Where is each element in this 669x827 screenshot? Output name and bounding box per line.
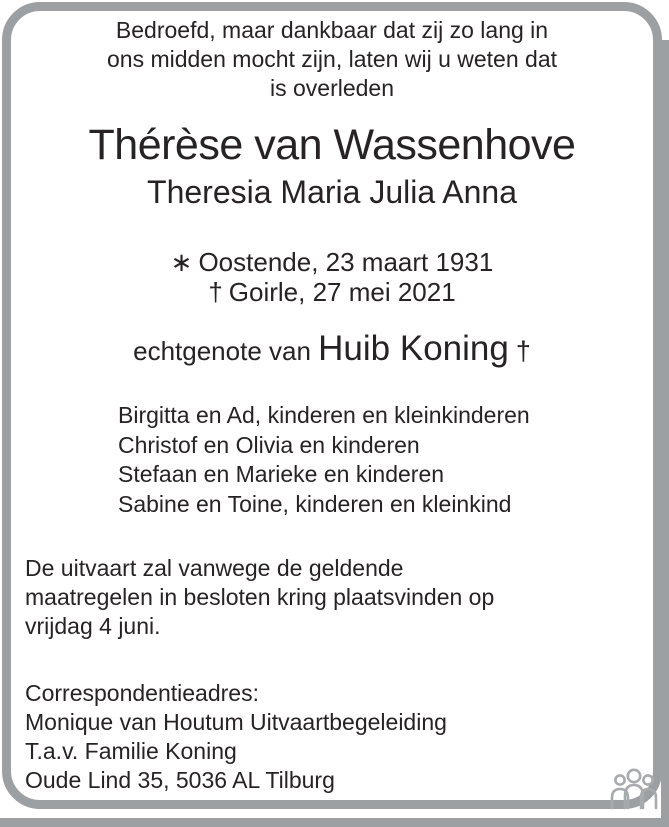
spouse-dagger-icon: † [515, 336, 531, 366]
page-edge-strip-right [661, 40, 669, 820]
deceased-full-name: Theresia Maria Julia Anna [147, 174, 517, 210]
spouse-prefix: echtgenote van [133, 336, 319, 366]
family-member-line: Stefaan en Marieke en kinderen [118, 461, 445, 487]
life-dates [11, 247, 653, 307]
died-symbol-icon: † [208, 277, 223, 307]
death-line [11, 277, 653, 307]
correspondence-label: Correspondentieadres: [25, 680, 259, 706]
birth-place-date: Oostende, 23 maart 1931 [198, 247, 494, 277]
family-member-line: Christof en Olivia en kinderen [118, 431, 420, 458]
spouse-line [11, 329, 653, 371]
address-line: Monique van Houtum Uitvaartbegeleiding [25, 709, 447, 735]
born-symbol-icon: ∗ [170, 247, 193, 277]
intro-line: Bedroefd, maar dankbaar dat zij zo lang in [115, 17, 549, 43]
spouse-name: Huib Koning [318, 329, 509, 368]
address-line: T.a.v. Familie Koning [25, 738, 237, 764]
funeral-notice [11, 554, 653, 641]
notice-line: maatregelen in besloten kring plaatsvinden op [25, 584, 495, 610]
obituary-content [11, 11, 653, 800]
family-icon [608, 768, 660, 810]
intro-line: is overleden [269, 75, 395, 101]
page-edge-strip-bottom [0, 818, 669, 827]
notice-line: De uitvaart zal vanwege de geldende [25, 555, 404, 581]
death-place-date: Goirle, 27 mei 2021 [228, 277, 456, 307]
notice-line: vrijdag 4 juni. [25, 613, 161, 639]
family-member-line: Sabine en Toine, kinderen en kleinkind [118, 490, 512, 517]
deceased-name: Thérèse van Wassenhove [88, 121, 576, 169]
family-list [11, 401, 653, 519]
intro-line: ons midden mocht zijn, laten wij u weten dat [106, 46, 558, 72]
family-member-line: Birgitta en Ad, kinderen en kleinkinderen [118, 402, 530, 428]
correspondence-address [11, 679, 653, 795]
address-line: Oude Lind 35, 5036 AL Tilburg [25, 767, 335, 793]
intro-text [11, 16, 653, 103]
obituary-card [2, 2, 662, 809]
birth-line [11, 247, 653, 277]
